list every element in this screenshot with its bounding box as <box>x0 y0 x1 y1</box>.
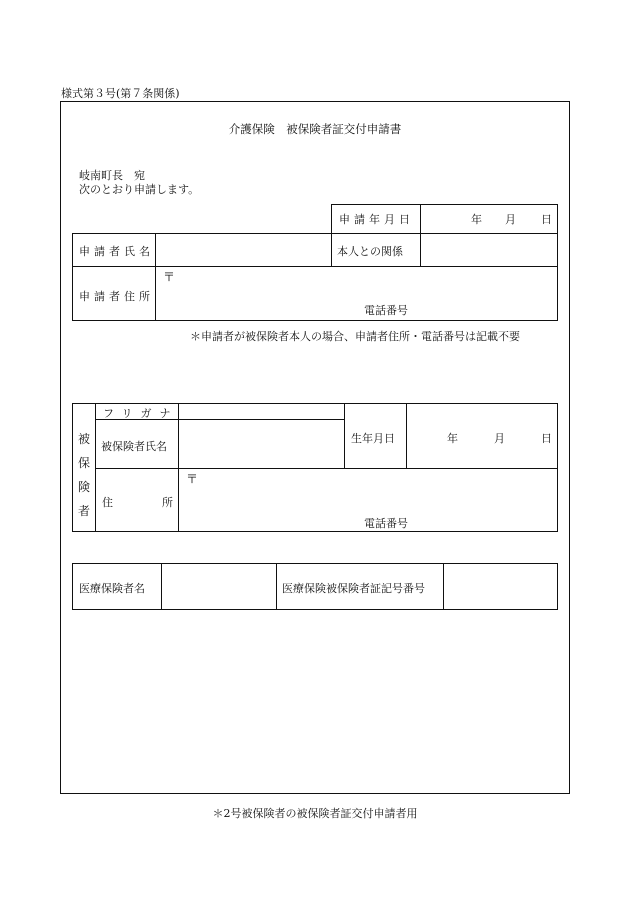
medical-cert-number-label: 医療保険被保険者証記号番号 <box>282 582 425 595</box>
birthdate-field[interactable] <box>407 404 557 468</box>
furigana-field[interactable] <box>179 404 344 419</box>
applicant-note: ＊申請者が被保険者本人の場合、申請者住所・電話番号は記載不要 <box>190 330 520 343</box>
insured-name-field[interactable] <box>179 420 344 468</box>
birthdate-divider-left <box>344 403 345 468</box>
form-title: 介護保険 被保険者証交付申請書 <box>228 122 402 136</box>
insured-name-label: 被保険者氏名 <box>101 440 167 453</box>
insured-side-char-3: 険 <box>77 480 90 494</box>
form-number: 様式第３号(第７条関係) <box>61 87 180 100</box>
insured-phone-label: 電話番号 <box>364 517 408 530</box>
date-day-label: 日 <box>541 213 552 226</box>
insured-postal-mark: 〒 <box>186 472 199 486</box>
birthdate-year-label: 年 <box>447 432 458 445</box>
applicant-address-field[interactable] <box>156 267 557 320</box>
applicant-address-label: 申請者住所 <box>79 290 154 303</box>
insured-side-char-1: 被 <box>77 432 90 446</box>
birthdate-label: 生年月日 <box>351 432 395 445</box>
footer-note: ＊2号被保険者の被保険者証交付申請者用 <box>212 807 418 820</box>
intro-text: 次のとおり申請します。 <box>79 183 200 196</box>
applicant-postal-mark: 〒 <box>163 270 176 284</box>
insured-address-label-1: 住 <box>102 496 113 509</box>
medical-insurer-field[interactable] <box>162 564 276 609</box>
relationship-label: 本人との関係 <box>337 245 403 258</box>
application-date-field[interactable] <box>421 205 557 233</box>
birthdate-day-label: 日 <box>541 432 552 445</box>
applicant-name-label: 申請者氏名 <box>79 245 154 258</box>
insured-side-char-2: 保 <box>77 456 90 470</box>
date-month-label: 月 <box>505 213 516 226</box>
applicant-name-field[interactable] <box>156 234 331 266</box>
relationship-field[interactable] <box>421 234 557 266</box>
date-year-label: 年 <box>471 213 482 226</box>
relationship-divider-left <box>331 233 332 266</box>
furigana-label: フリガナ <box>103 407 179 420</box>
medical-divider-2 <box>276 563 277 610</box>
medical-cert-number-field[interactable] <box>444 564 557 609</box>
insured-address-label-2: 所 <box>162 496 173 509</box>
birthdate-month-label: 月 <box>494 432 505 445</box>
addressee: 岐南町長 宛 <box>79 169 145 182</box>
application-date-label: 申請年月日 <box>339 213 414 226</box>
medical-insurer-label: 医療保険者名 <box>79 582 145 595</box>
insured-side-char-4: 者 <box>77 504 90 518</box>
applicant-phone-label: 電話番号 <box>364 304 408 317</box>
